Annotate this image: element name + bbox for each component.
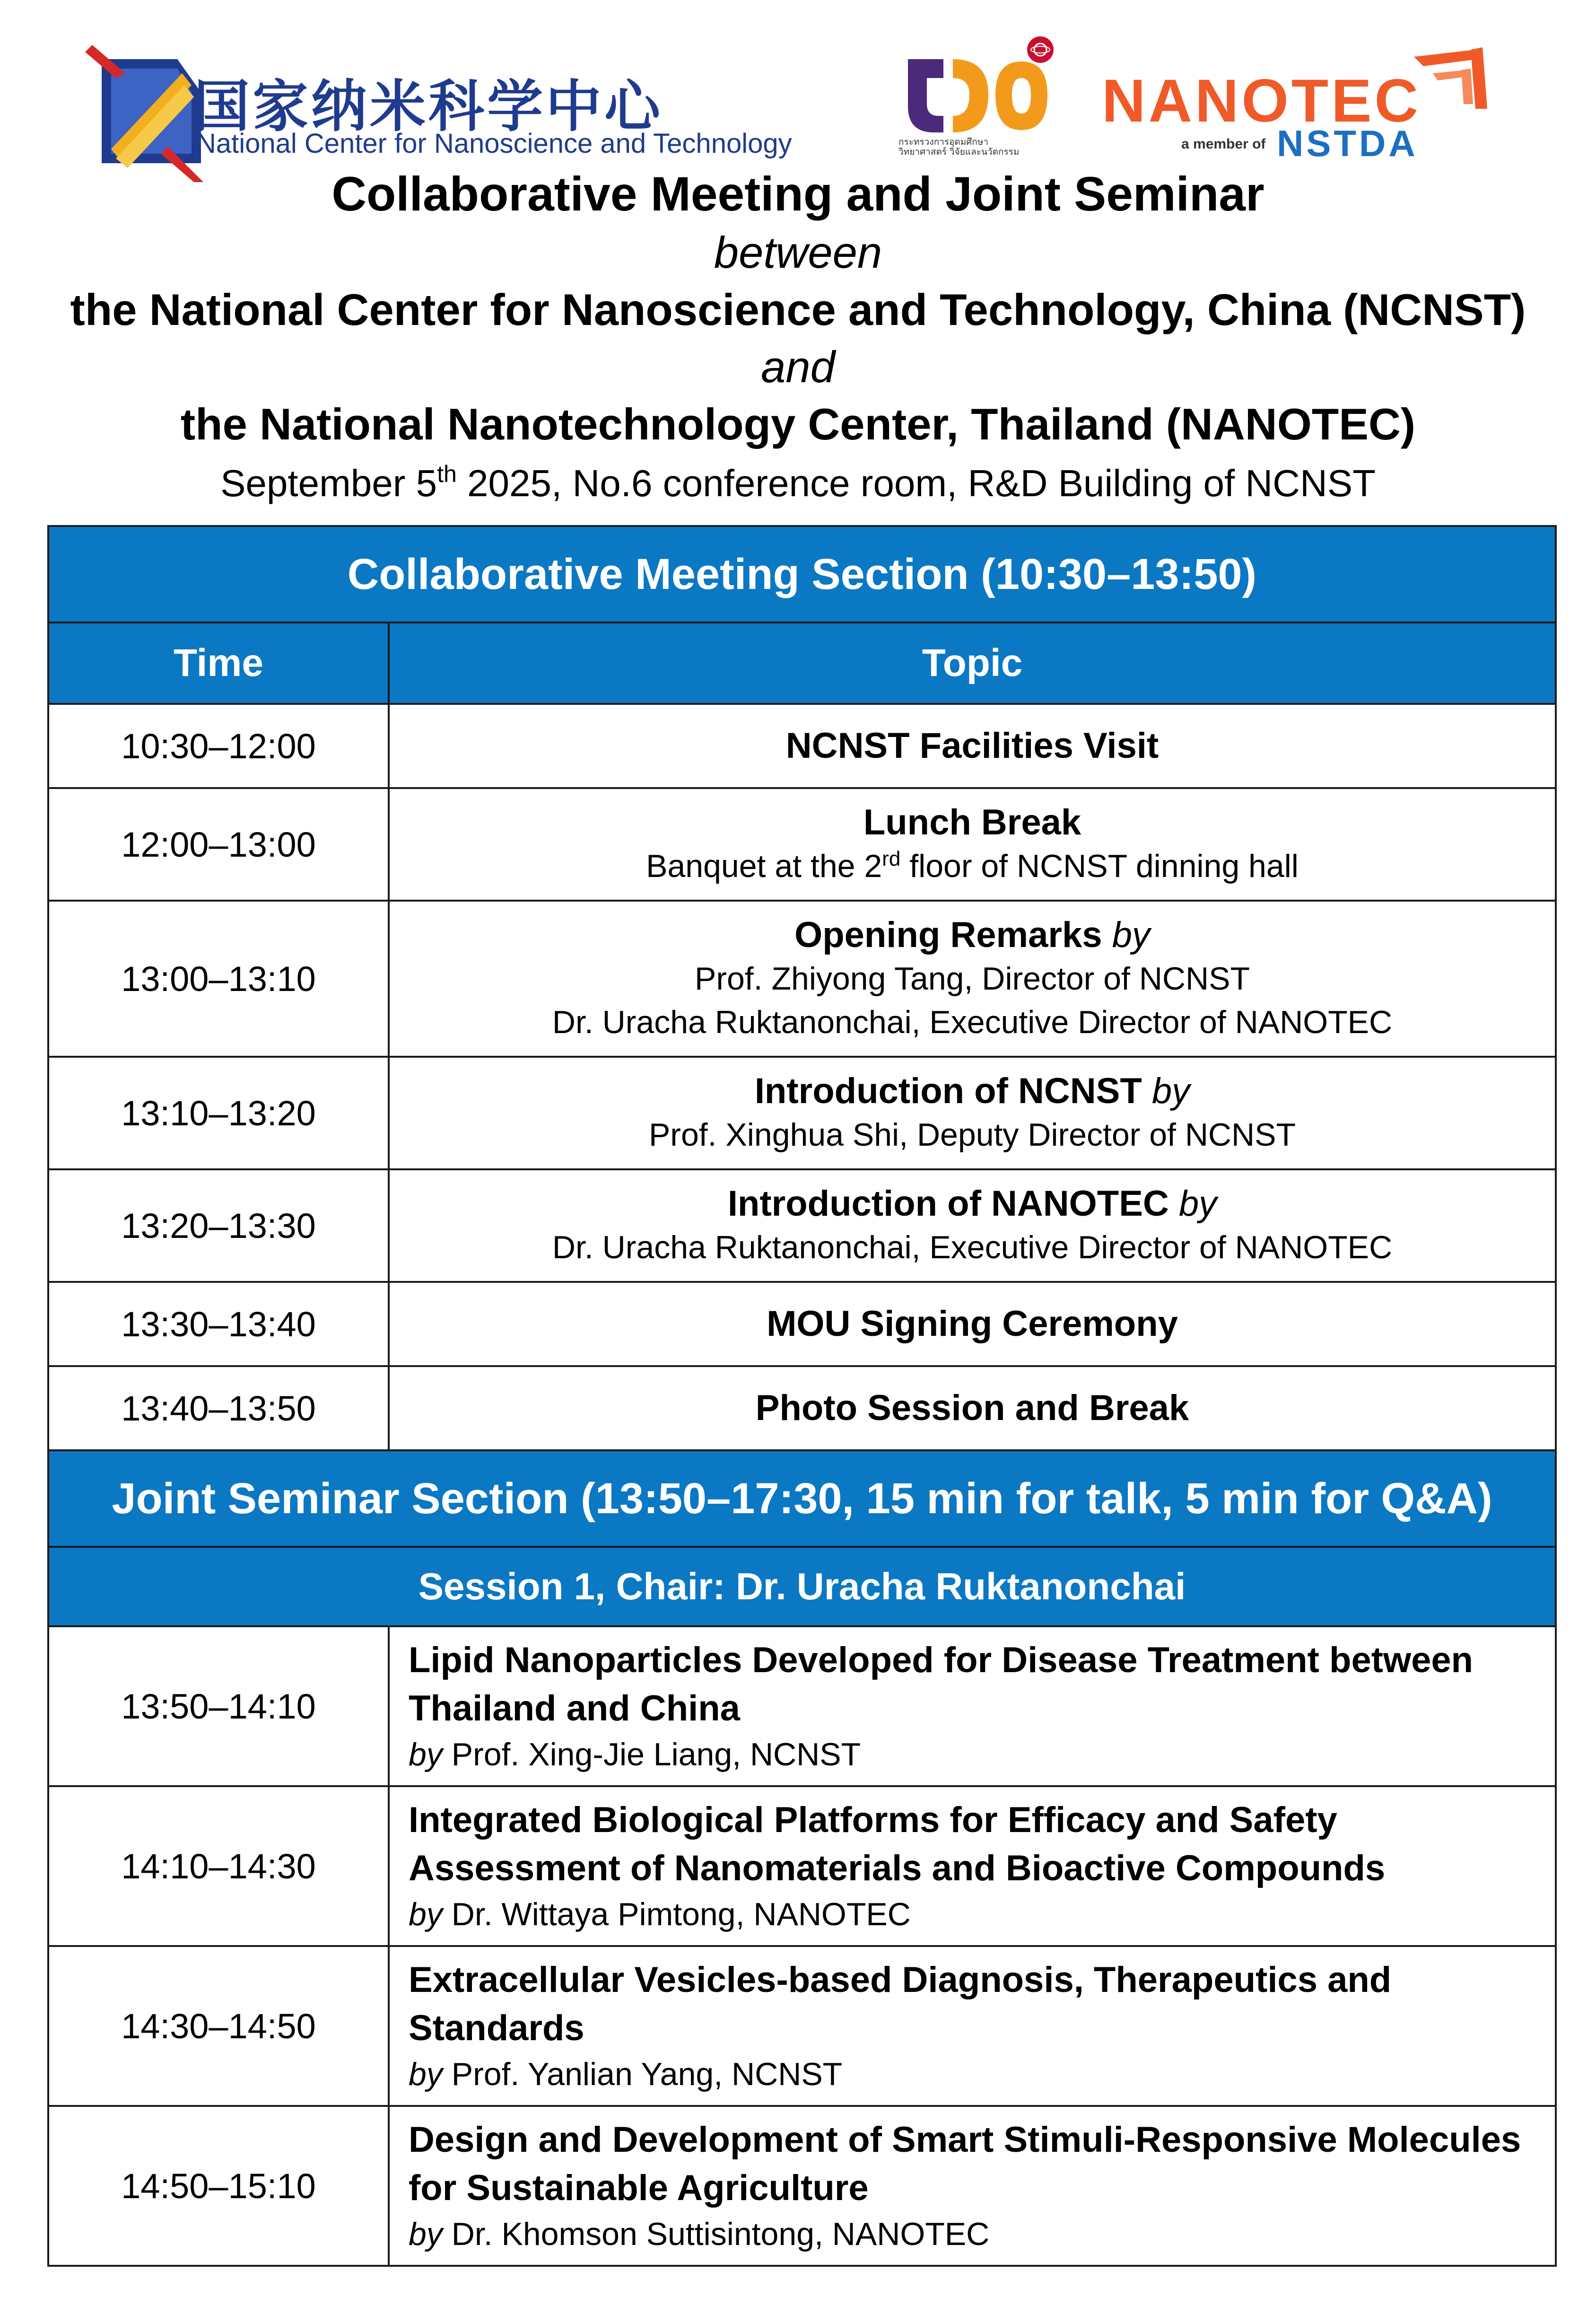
nanotec-wordmark: NANOTEC xyxy=(1102,67,1421,135)
table-row xyxy=(48,1169,1556,1282)
column-header-time: Time xyxy=(48,623,389,704)
time-cell: 13:00–13:10 xyxy=(48,901,389,1057)
time-cell: 13:10–13:20 xyxy=(48,1057,389,1169)
nstda-wordmark: NSTDA xyxy=(1277,123,1418,164)
title-block xyxy=(0,163,1596,511)
talk-title: Extracellular Vesicles-based Diagnosis, Therapeutics and Standards xyxy=(409,1960,1392,2048)
topic-title: Introduction of NCNST by xyxy=(754,1071,1190,1111)
title-org-ncnst: the National Center for Nanoscience and Technology, China (NCNST) xyxy=(70,285,1526,334)
talk-speaker: by Prof. Yanlian Yang, NCNST xyxy=(409,2056,843,2092)
column-header-topic: Topic xyxy=(389,623,1556,704)
table-row xyxy=(48,1946,1556,2106)
talk-speaker: by Dr. Wittaya Pimtong, NANOTEC xyxy=(409,1896,911,1932)
time-cell: 12:00–13:00 xyxy=(48,788,389,901)
talk-speaker: by Prof. Xing-Jie Liang, NCNST xyxy=(409,1736,861,1772)
topic-cell xyxy=(389,704,1556,788)
seminar-section-header xyxy=(48,1450,1556,1547)
topic-detail: Prof. Zhiyong Tang, Director of NCNST xyxy=(694,961,1250,997)
table-row xyxy=(48,901,1556,1057)
topic-detail: Dr. Uracha Ruktanonchai, Executive Director of NANOTEC xyxy=(552,1229,1393,1265)
table-row xyxy=(48,1057,1556,1169)
topic-detail: Banquet at the 2rd floor of NCNST dinning hall xyxy=(646,847,1299,884)
page-title: Collaborative Meeting and Joint Seminar xyxy=(331,167,1265,221)
topic-cell xyxy=(389,1366,1556,1450)
ncnst-english-name: National Center for Nanoscience and Technology xyxy=(196,128,792,159)
time-cell: 14:50–15:10 xyxy=(48,2106,389,2266)
nanotec-logo xyxy=(1102,38,1509,164)
mhesi-logo-icon xyxy=(898,33,1064,135)
talk-title: Design and Development of Smart Stimuli-Responsive Molecules for Sustainable Agriculture xyxy=(409,2120,1521,2208)
talk-speaker: by Dr. Khomson Suttisintong, NANOTEC xyxy=(409,2216,990,2252)
mhesi-thai-text: กระทรวงการอุดมศึกษา วิทยาศาสตร์ วิจัยและนวัตกรรม xyxy=(898,137,1020,157)
title-and: and xyxy=(761,342,835,392)
topic-title: MOU Signing Ceremony xyxy=(767,1304,1178,1344)
topic-cell xyxy=(389,1169,1556,1282)
topic-title: NCNST Facilities Visit xyxy=(785,726,1159,766)
talk-title: Integrated Biological Platforms for Efficacy and Safety Assessment of Nanomaterials and Bioactive Compounds xyxy=(409,1800,1386,1888)
talk-title: Lipid Nanoparticles Developed for Disease Treatment between Thailand and China xyxy=(409,1640,1474,1728)
talk-cell xyxy=(389,2106,1556,2266)
time-cell: 13:50–14:10 xyxy=(48,1626,389,1786)
table-row xyxy=(48,2106,1556,2266)
agenda-table xyxy=(47,525,1557,2267)
ncnst-chinese-name: 国家纳米科学中心 xyxy=(194,74,663,139)
topic-cell xyxy=(389,901,1556,1057)
column-header-row xyxy=(48,623,1556,704)
topic-cell xyxy=(389,1057,1556,1169)
topic-cell xyxy=(389,1282,1556,1366)
mhesi-logo xyxy=(898,33,1064,158)
table-row xyxy=(48,1282,1556,1366)
meeting-section-title: Collaborative Meeting Section (10:30–13:50) xyxy=(48,526,1556,623)
time-cell: 10:30–12:00 xyxy=(48,704,389,788)
title-org-nanotec: the National Nanotechnology Center, Thailand (NANOTEC) xyxy=(180,399,1416,449)
seminar-section-title: Joint Seminar Section (13:50–17:30, 15 min for talk, 5 min for Q&A) xyxy=(48,1450,1556,1547)
talk-cell xyxy=(389,1946,1556,2106)
event-date-location: September 5th 2025, No.6 conference room, R&D Building of NCNST xyxy=(220,461,1376,504)
topic-title: Lunch Break xyxy=(863,802,1081,842)
topic-title: Photo Session and Break xyxy=(755,1388,1189,1428)
table-row xyxy=(48,1366,1556,1450)
talk-cell xyxy=(389,1786,1556,1946)
table-row xyxy=(48,1626,1556,1786)
table-row xyxy=(48,788,1556,901)
topic-title: Opening Remarks by xyxy=(794,915,1150,955)
topic-title: Introduction of NANOTEC by xyxy=(727,1184,1217,1224)
time-cell: 14:10–14:30 xyxy=(48,1786,389,1946)
session-header xyxy=(48,1547,1556,1626)
topic-detail: Dr. Uracha Ruktanonchai, Executive Director of NANOTEC xyxy=(552,1004,1393,1040)
ncnst-logo xyxy=(83,40,792,182)
time-cell: 13:40–13:50 xyxy=(48,1366,389,1450)
topic-cell xyxy=(389,788,1556,901)
topic-detail: Prof. Xinghua Shi, Deputy Director of NCNST xyxy=(648,1117,1296,1153)
time-cell: 13:30–13:40 xyxy=(48,1282,389,1366)
ncnst-emblem-icon xyxy=(83,40,210,182)
table-row xyxy=(48,704,1556,788)
talk-cell xyxy=(389,1626,1556,1786)
time-cell: 13:20–13:30 xyxy=(48,1169,389,1282)
title-between: between xyxy=(714,228,882,277)
table-row xyxy=(48,1786,1556,1946)
meeting-section-header xyxy=(48,526,1556,623)
time-cell: 14:30–14:50 xyxy=(48,1946,389,2106)
nanotec-member-of: a member of xyxy=(1181,136,1266,152)
session-title: Session 1, Chair: Dr. Uracha Ruktanonchai xyxy=(48,1547,1556,1626)
